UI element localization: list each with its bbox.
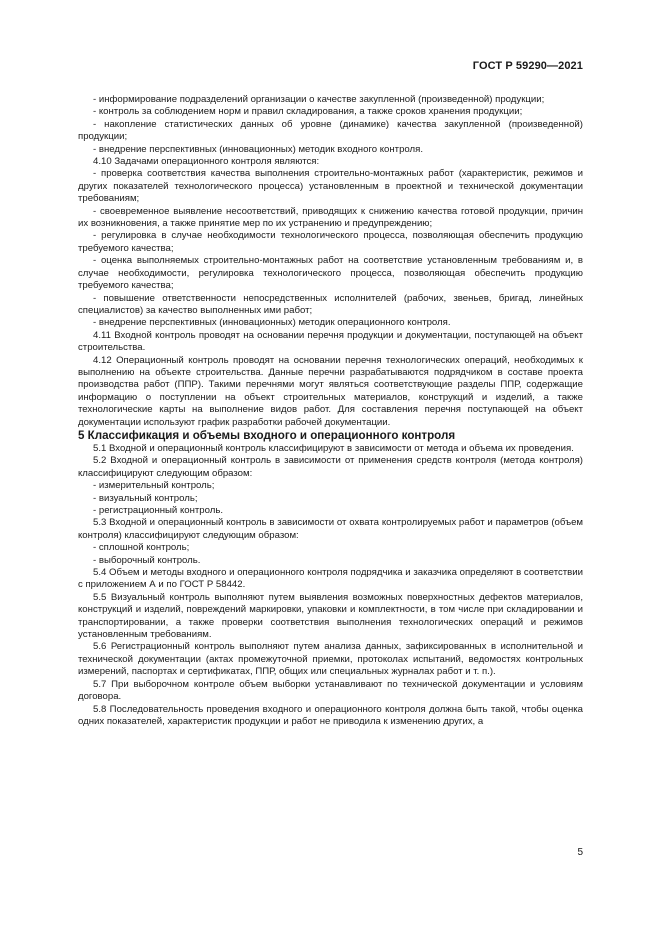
paragraph: - сплошной контроль;: [93, 542, 190, 554]
paragraph: 4.11 Входной контроль проводят на основании перечня продукции и документации, поступающей на объект строительства.: [78, 329, 583, 354]
paragraph: 5.8 Последовательность проведения входного и операционного контроля должна быть такой, чтобы оценка одних показателей, характеристик продукции и работ не приводила к изменению других, а: [78, 703, 583, 727]
paragraph: - регистрационный контроль.: [93, 505, 224, 516]
paragraph: 5.2 Входной и операционный контроль в зависимости от применения средств контроля (метода контроля) классифицируют следующим образом:: [78, 455, 583, 479]
paragraph: 5.6 Регистрационный контроль выполняют путем анализа данных, зафиксированных в исполнительной и технической документации (актах промежуточной приемки, протоколах испытаний, ведомостях контрольных измерений, паспортах и сертификатах, ППР, общих или специальных журналах работ и т. п.).: [78, 641, 583, 678]
paragraph: - информирование подразделений организации о качестве закупленной (произведенной) продукции;: [93, 94, 545, 105]
page-content: [78, 94, 583, 728]
paragraph: 5.3 Входной и операционный контроль в зависимости от охвата контролируемых работ и параметров (объем контроля) классифицируют следующим образом:: [78, 517, 583, 541]
document-id-header: ГОСТ Р 59290—2021: [472, 60, 583, 72]
paragraph: - визуальный контроль;: [93, 492, 198, 504]
paragraph: - накопление статистических данных об уровне (динамике) качества закупленной (произведенной) продукции;: [78, 118, 583, 143]
paragraph: - проверка соответствия качества выполнения строительно-монтажных работ (характеристик, режимов и других показателей технологического процесса) установленным в проектной и технической документации требованиям;: [78, 168, 583, 205]
paragraph: - измерительный контроль;: [93, 480, 215, 492]
paragraph: 5.5 Визуальный контроль выполняют путем выявления возможных поверхностных дефектов материалов, конструкций и изделий, повреждений маркировки, упаковки и комплектности, в том числе при складировании и транспортировании, а также проверки соответствия выполнения технологических операций и режимов установленным требованиям.: [78, 591, 583, 641]
paragraph: 5.4 Объем и методы входного и операционного контроля подрядчика и заказчика определяют в соответствии с приложением А и по ГОСТ Р 58442.: [78, 567, 583, 591]
paragraph: - регулировка в случае необходимости технологического процесса, позволяющая обеспечить продукцию требуемого качества;: [78, 230, 583, 254]
paragraph: - повышение ответственности непосредственных исполнителей (рабочих, звеньев, бригад, линейных специалистов) за качество выполненных ими работ;: [78, 292, 583, 316]
page-number: 5: [577, 847, 583, 858]
paragraph: - выборочный контроль.: [93, 554, 201, 566]
section-heading: 5 Классификация и объемы входного и операционного контроля: [78, 428, 456, 442]
paragraph: 4.12 Операционный контроль проводят на основании перечня технологических операций, необходимых к выполнению на объекте строительства. Данные перечни разрабатываются подрядчиком в составе проекта производства работ (ППР). Такими перечнями могут являться соответствующие разделы ППР, содержащие информацию о поступлении на объект строительных материалов, конструкций и изделий, а также технологические карты на выполнение видов работ. Для составления перечня поступающей на объект документации используют график разработки рабочей документации.: [78, 354, 583, 428]
paragraph: 5.7 При выборочном контроле объем выборки устанавливают по технической документации и условиям договора.: [78, 678, 583, 703]
paragraph: - своевременное выявление несоответствий, приводящих к снижению качества готовой продукции, причин их возникновения, а также принятие мер по их устранению и предупреждению;: [78, 205, 583, 230]
paragraph: - внедрение перспективных (инновационных) методик операционного контроля.: [93, 317, 451, 329]
paragraph: - оценка выполняемых строительно-монтажных работ на соответствие установленным требованиям и, в случае необходимости, регулировка технологического процесса, позволяющая обеспечить продукцию требуемого качества;: [78, 255, 583, 292]
paragraph: 4.10 Задачами операционного контроля являются:: [93, 156, 320, 168]
paragraph: - внедрение перспективных (инновационных) методик входного контроля.: [93, 143, 423, 155]
paragraph: - контроль за соблюдением норм и правил складирования, а также сроков хранения продукции;: [93, 106, 523, 118]
paragraph: 5.1 Входной и операционный контроль классифицируют в зависимости от метода и объема их проведения.: [93, 442, 574, 454]
